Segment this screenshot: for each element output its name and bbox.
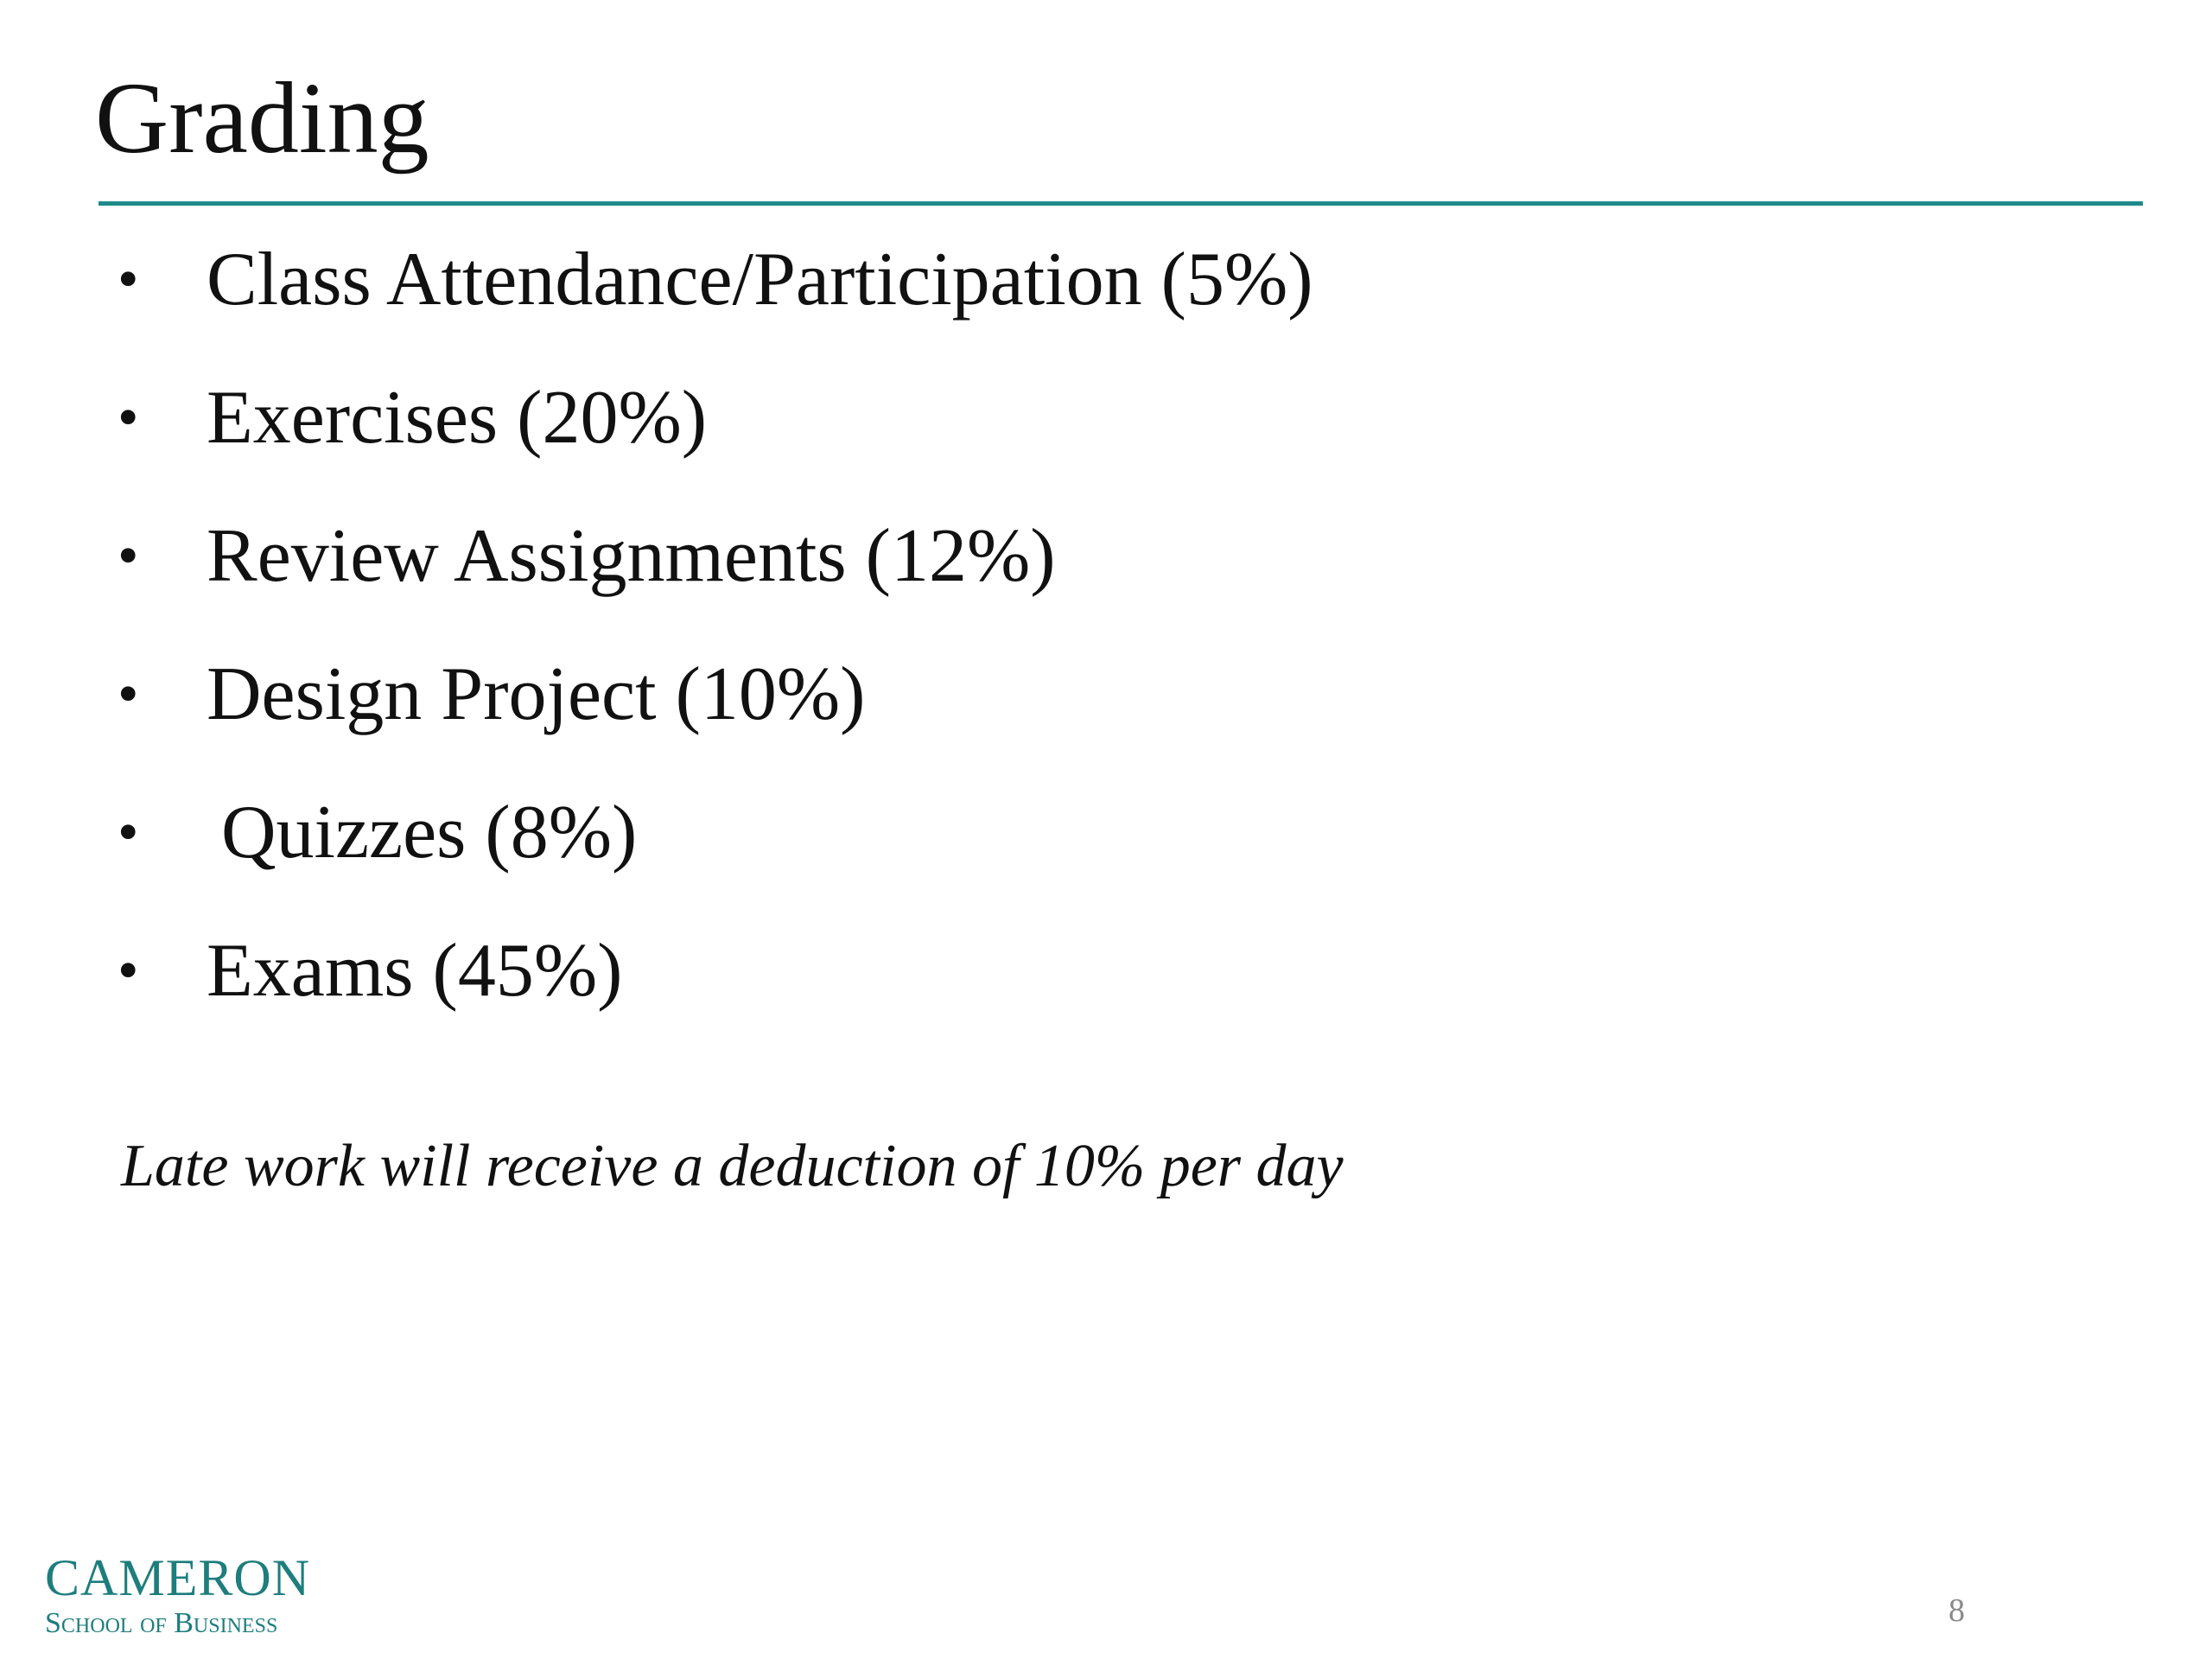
page-number: 8: [1948, 1592, 1965, 1629]
list-item-label: Quizzes (8%): [221, 791, 638, 874]
slide-title: Grading: [95, 61, 429, 175]
school-logo: [45, 1549, 311, 1639]
list-item-label: Class Attendance/Participation (5%): [207, 238, 1313, 321]
logo-name: CAMERON: [45, 1549, 311, 1606]
bullet-icon: •: [118, 246, 139, 313]
logo-subtitle: School of Business: [45, 1607, 278, 1639]
late-work-note: Late work will receive a deduction of 10% per day: [121, 1133, 1344, 1199]
bullet-icon: •: [118, 523, 139, 589]
list-item-label: Exercises (20%): [207, 376, 708, 460]
title-divider: [99, 201, 2143, 206]
list-item-label: Exams (45%): [207, 929, 623, 1013]
bullet-icon: •: [118, 799, 139, 866]
bullet-icon: •: [118, 661, 139, 728]
bullet-icon: •: [118, 938, 139, 1004]
bullet-icon: •: [118, 385, 139, 451]
list-item-label: Review Assignments (12%): [207, 514, 1056, 598]
list-item-label: Design Project (10%): [207, 652, 866, 736]
